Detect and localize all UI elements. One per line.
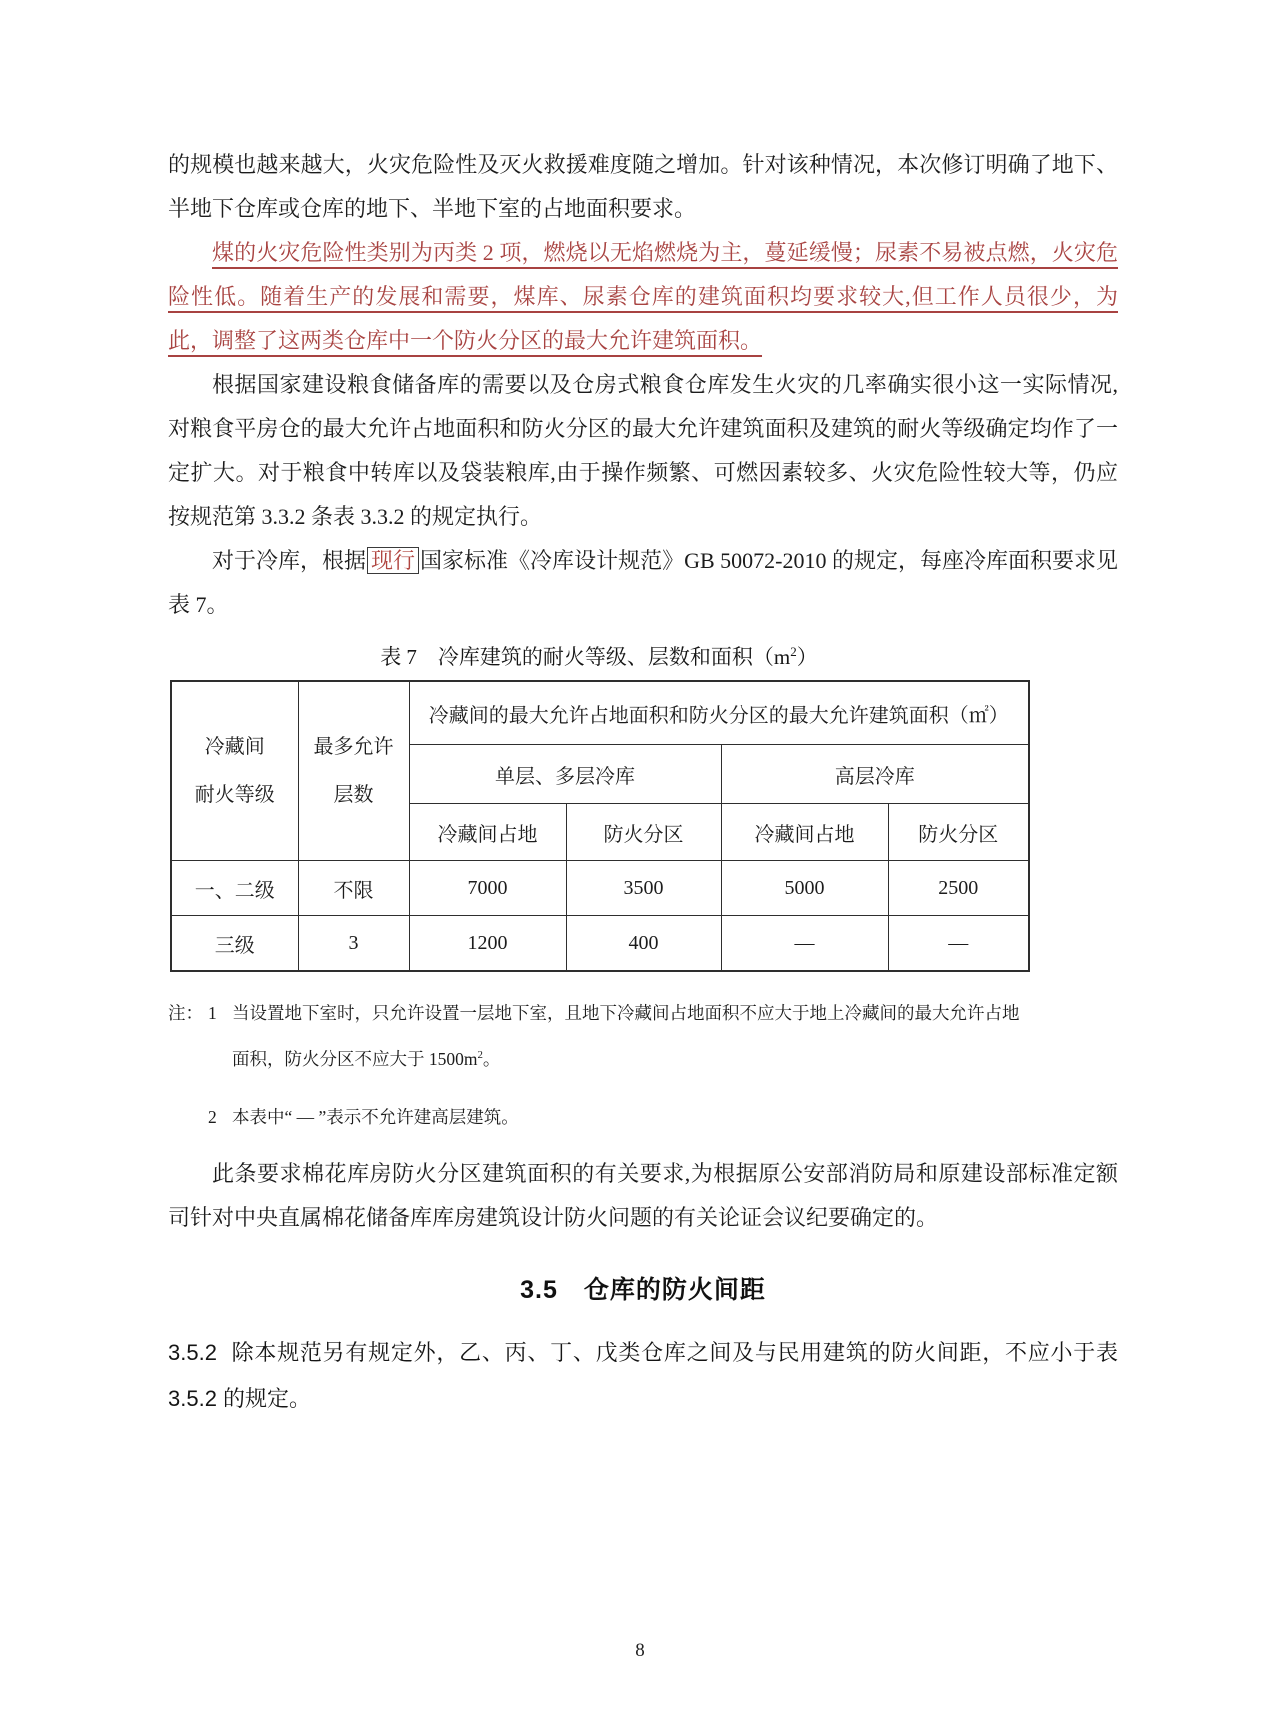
cell-floors-3: 3 <box>298 916 409 972</box>
header-max-area-span: 冷藏间的最大允许占地面积和防火分区的最大允许建筑面积（㎡） <box>409 681 1029 745</box>
table-7-block <box>170 635 1028 972</box>
header-max-floors: 最多允许 层数 <box>298 681 409 861</box>
table-row-grade-1-2 <box>171 861 1029 916</box>
note-1-number: 1 <box>208 1003 217 1023</box>
cell-2500: 2500 <box>888 861 1029 916</box>
cell-grade-1-2: 一、二级 <box>171 861 298 916</box>
header-high-rise: 高层冷库 <box>721 745 1029 804</box>
cell-dash-1: — <box>721 916 888 972</box>
header-fire-resistance-grade: 冷藏间 耐火等级 <box>171 681 298 861</box>
table-7 <box>170 680 1030 972</box>
table-note-1 <box>168 992 1118 1080</box>
cell-1200: 1200 <box>409 916 566 972</box>
note-1-text: 当设置地下室时，只允许设置一层地下室，且地下冷藏间占地面积不应大于地上冷藏间的最大允许占地 面积，防火分区不应大于 $1500m^2$。 <box>232 1003 1020 1069</box>
cell-400: 400 <box>566 916 721 972</box>
cell-5000: 5000 <box>721 861 888 916</box>
paragraph-cold-storage <box>168 539 1118 627</box>
header-single-multi-storey: 单层、多层冷库 <box>409 745 721 804</box>
subheader-fire-compartment-1: 防火分区 <box>566 804 721 861</box>
cell-3500: 3500 <box>566 861 721 916</box>
boxed-term-current: 现行 <box>367 547 419 574</box>
note-label: 注： <box>168 1003 203 1023</box>
cold-storage-text-before: 对于冷库，根据 <box>212 548 367 573</box>
cell-dash-2: — <box>888 916 1029 972</box>
subheader-footprint-2: 冷藏间占地 <box>721 804 888 861</box>
clause-number: 3.5.2 <box>168 1339 217 1365</box>
table-title-superscript: 2 <box>790 644 797 659</box>
note-2-text: 本表中“ — ”表示不允许建高层建筑。 <box>232 1106 519 1127</box>
paragraph-revision-red: 煤的火灾危险性类别为丙类 2 项，燃烧以无焰燃烧为主，蔓延缓慢；尿素不易被点燃，火灾危险性低。随着生产的发展和需要，煤库、尿素仓库的建筑面积均要求较大,但工作人员很少，为此，调整了这两类仓库中一个防火分区的最大允许建筑面积。 <box>168 240 1118 353</box>
note-superscript: 2 <box>477 1049 483 1061</box>
table-note-2 <box>168 1096 1118 1138</box>
cell-floors-unlimited: 不限 <box>298 861 409 916</box>
cell-grade-3: 三级 <box>171 916 298 972</box>
section-heading-3-5: 3.5 仓库的防火间距 <box>520 1275 766 1304</box>
paragraph-grain-storage: 根据国家建设粮食储备库的需要以及仓房式粮食仓库发生火灾的几率确实很小这一实际情况,对粮食平房仓的最大允许占地面积和防火分区的最大允许建筑面积及建筑的耐火等级确定均作了一定扩大。对于粮食中转库以及袋装粮库,由于操作频繁、可燃因素较多、火灾危险性较大等，仍应按规范第 3.3.2 条表 3.3.2 的规定执行。 <box>168 372 1118 529</box>
table-row-grade-3 <box>171 916 1029 972</box>
note-2-number: 2 <box>208 1106 217 1127</box>
paragraph-continuation: 的规模也越来越大，火灾危险性及灭火救援难度随之增加。针对该种情况，本次修订明确了地下、半地下仓库或仓库的地下、半地下室的占地面积要求。 <box>168 152 1118 221</box>
clause-text: 除本规范另有规定外，乙、丙、丁、戊类仓库之间及与民用建筑的防火间距，不应小于表 3.5.2 的规定。 <box>168 1339 1118 1411</box>
paragraph-cotton-warehouse: 此条要求棉花库房防火分区建筑面积的有关要求,为根据原公安部消防局和原建设部标准定额司针对中央直属棉花储备库库房建筑设计防火问题的有关论证会议纪要确定的。 <box>168 1160 1118 1230</box>
table-notes <box>168 992 1118 1138</box>
cell-7000: 7000 <box>409 861 566 916</box>
subheader-footprint-1: 冷藏间占地 <box>409 804 566 861</box>
document-page-content <box>168 143 1118 1422</box>
page-number: 8 <box>635 1640 645 1661</box>
table-header-row-1 <box>171 681 1029 745</box>
table-7-title: 表 7 冷库建筑的耐火等级、层数和面积$(m^2)$ <box>380 644 818 669</box>
subheader-fire-compartment-2: 防火分区 <box>888 804 1029 861</box>
cold-storage-text-after: 国家标准《冷库设计规范》GB 50072-2010 的规定，每座冷库面积要求见表 7。 <box>168 548 1118 617</box>
clause-3-5-2 <box>168 1330 1118 1422</box>
